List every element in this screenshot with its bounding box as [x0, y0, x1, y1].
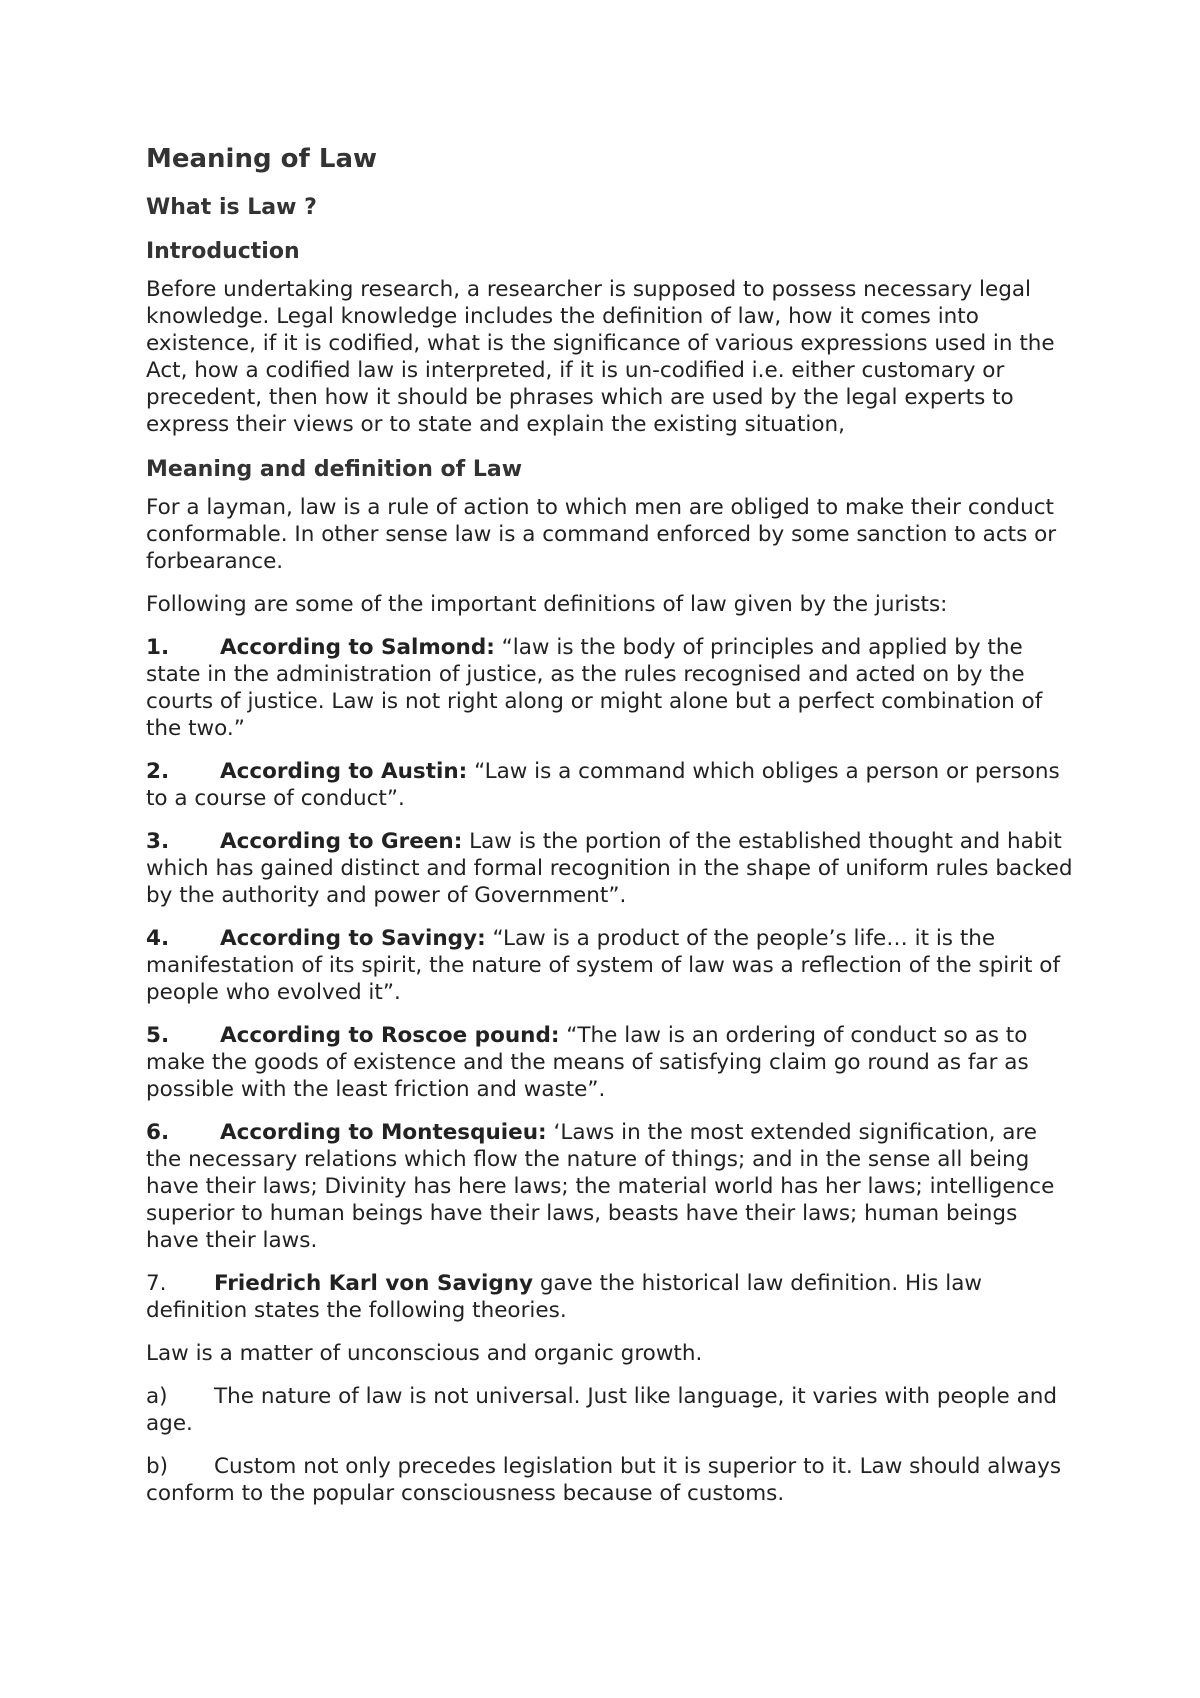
definition-item	[146, 925, 1076, 1006]
definition-source: According to Austin:	[220, 759, 468, 784]
definition-text: gave the historical law definition. His law definition states the following theories.	[146, 1271, 982, 1323]
intro-paragraph: Before undertaking research, a researcher is supposed to possess necessary legal knowledge. Legal knowledge includes the definition of law, how it comes into existence, if it is codified, what is the significance of various expressions used in the Act, how a codified law is interpreted, if it is un-codified i.e. either customary or precedent, then how it should be phrases which are used by the legal experts to express their views or to state and explain the existing situation,	[146, 277, 1055, 437]
definition-item	[146, 1022, 1076, 1103]
definition-item	[146, 828, 1076, 909]
document-page	[146, 140, 1076, 1523]
meaning-paragraph: For a layman, law is a rule of action to which men are obliged to make their conduct conformable. In other sense law is a command enforced by some sanction to acts or forbearance.	[146, 495, 1057, 574]
definition-number: 5.	[146, 1023, 170, 1048]
theory-letter: a)	[146, 1384, 168, 1409]
doc-subtitle: What is Law ?	[146, 195, 317, 220]
definition-number: 1.	[146, 635, 170, 660]
definition-text: “law is the body of principles and applied by the state in the administration of justice, as the rules recognised and acted on by the courts of justice. Law is not right along or might alone but a perfect combination of the two.”	[146, 635, 1043, 741]
definition-source: According to Salmond:	[220, 635, 495, 660]
definition-source: Friedrich Karl von Savigny	[214, 1271, 534, 1296]
definition-source: According to Roscoe pound:	[220, 1023, 560, 1048]
definition-number: 7.	[146, 1271, 167, 1296]
meaning-heading: Meaning and definition of Law	[146, 457, 523, 482]
following-paragraph: Following are some of the important definitions of law given by the jurists:	[146, 592, 948, 617]
definition-number: 2.	[146, 759, 170, 784]
definition-item	[146, 1119, 1076, 1254]
definition-item	[146, 634, 1076, 742]
definition-text: “Law is a product of the people’s life… it is the manifestation of its spirit, the nature of system of law was a reflection of the spirit of people who evolved it”.	[146, 926, 1061, 1005]
doc-title: Meaning of Law	[146, 144, 378, 174]
definition-text: ‘Laws in the most extended signification, are the necessary relations which flow the nature of things; and in the sense all being have their laws; Divinity has here laws; the material world has her laws; intelligence superior to human beings have their laws, beasts have their laws; human beings have their laws.	[146, 1120, 1055, 1253]
definition-number: 6.	[146, 1120, 170, 1145]
definition-source: According to Green:	[220, 829, 463, 854]
definition-source: According to Savingy:	[220, 926, 486, 951]
definition-text: Law is the portion of the established thought and habit which has gained distinct and formal recognition in the shape of uniform rules backed by the authority and power of Government”.	[146, 829, 1073, 908]
intro-heading: Introduction	[146, 239, 300, 264]
theory-item	[146, 1453, 1076, 1507]
definition-text: “The law is an ordering of conduct so as to make the goods of existence and the means of satisfying claim go round as far as possible with the least friction and waste”.	[146, 1023, 1029, 1102]
organic-paragraph: Law is a matter of unconscious and organic growth.	[146, 1341, 703, 1366]
definition-text: “Law is a command which obliges a person or persons to a course of conduct”.	[146, 759, 1060, 811]
definition-number: 4.	[146, 926, 170, 951]
definition-item	[146, 758, 1076, 812]
definition-item	[146, 1270, 1076, 1324]
definition-source: According to Montesquieu:	[220, 1120, 547, 1145]
theory-text: The nature of law is not universal. Just like language, it varies with people and age.	[146, 1384, 1058, 1436]
theory-letter: b)	[146, 1454, 169, 1479]
definition-number: 3.	[146, 829, 170, 854]
theory-text: Custom not only precedes legislation but it is superior to it. Law should always conform to the popular consciousness because of customs.	[146, 1454, 1062, 1506]
theory-item	[146, 1383, 1076, 1437]
